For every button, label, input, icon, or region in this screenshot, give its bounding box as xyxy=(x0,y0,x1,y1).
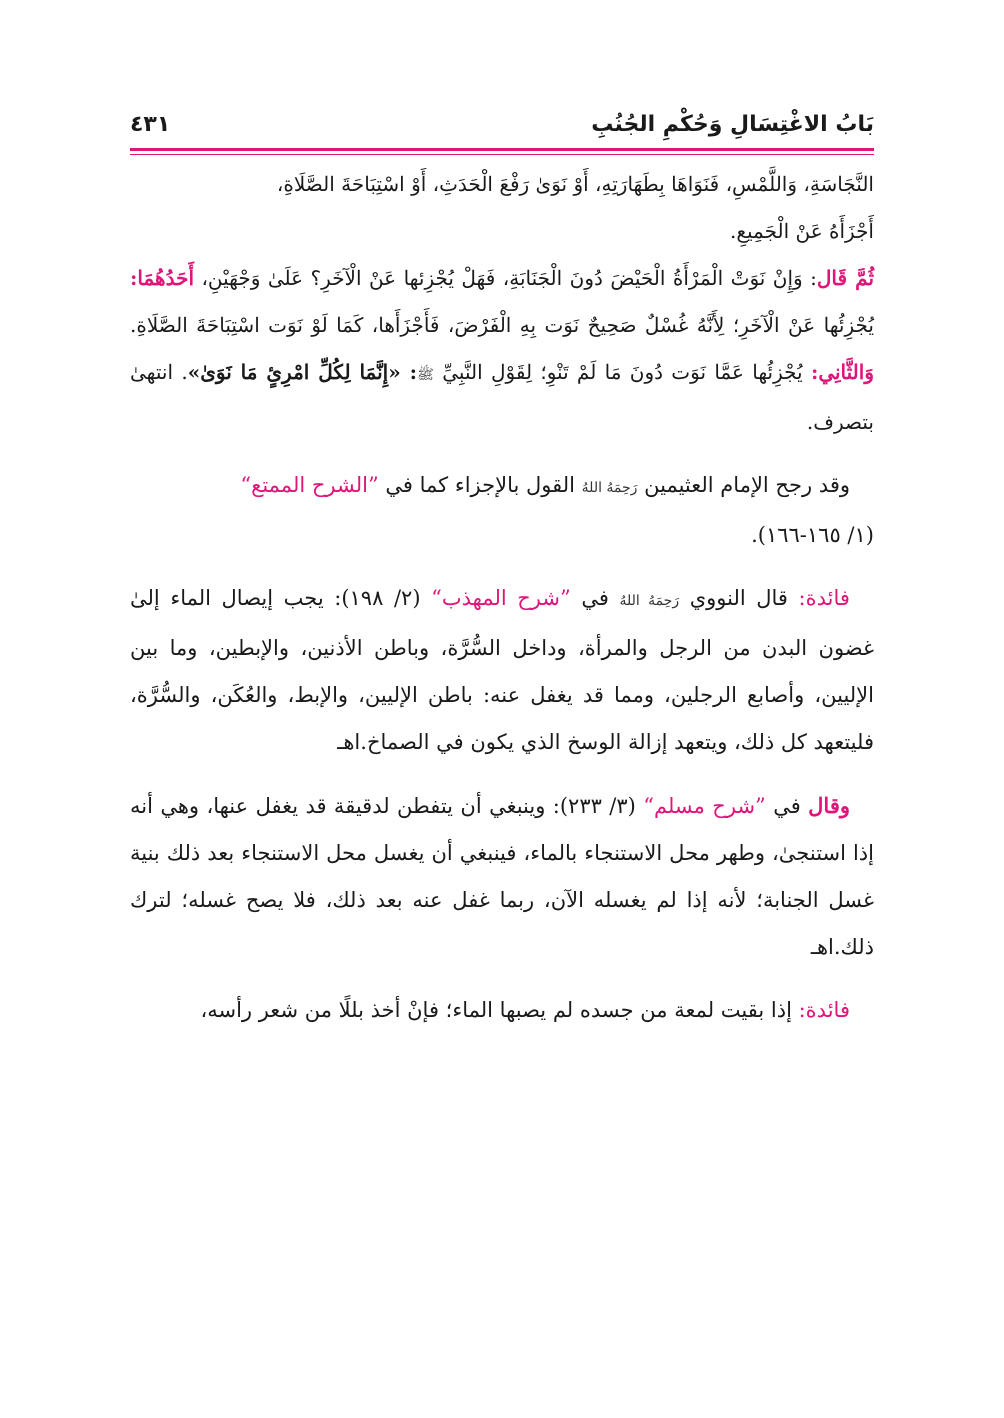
paragraph-3 xyxy=(130,462,874,559)
lead-word: ثُمَّ قَال xyxy=(816,266,875,290)
book-page xyxy=(130,112,874,1034)
paragraph-6 xyxy=(130,987,874,1034)
paragraph-text: إذا بقيت لمعة من جسده لم يصبها الماء؛ فإنْ أخذ بللًا من شعر رأسه، xyxy=(200,998,792,1022)
salawat-symbol: ﷺ xyxy=(417,367,434,383)
quote-text: أَجْزَأَهُ عَنْ الْجَمِيعِ. xyxy=(729,219,874,243)
highlight-word: أَحَدُهُمَا: xyxy=(130,266,195,290)
quote-paragraph-1 xyxy=(130,161,874,255)
paragraph-text: قال النووي xyxy=(689,586,788,610)
paragraph-text: وقد رجح الإمام العثيمين xyxy=(644,473,850,497)
chapter-title: بَابُ الاغْتِسَالِ وَحُكْمِ الجُنُبِ xyxy=(591,112,874,137)
quote-paragraph-2 xyxy=(130,255,874,446)
reference: (١/ ١٦٥-١٦٦). xyxy=(751,523,874,547)
paragraph-text: (٢/ ١٩٨): يجب إيصال الماء إلىٰ غضون البدن من الرجل والمرأة، وداخل السُّرَّة، وباطن الأذنين، والإبطين، وما بين الإليين، وأصابع الرجلين، ومما قد يغفل عنه: باطن الإليين، والإبط، والعُكَن، والسُّرَّة، فليتعهد كل ذلك، ويتعهد إزالة الوسخ الذي يكون في الصماخ.اهـ xyxy=(130,586,874,754)
quote-text: النَّجَاسَةِ، وَاللَّمْسِ، فَنَوَاهَا بِطَهَارَتِهِ، أَوْ نَوَىٰ رَفْعَ الْحَدَثِ، أَوْ اسْتِبَاحَةَ الصَّلَاةِ، xyxy=(276,172,874,196)
paragraph-text: في xyxy=(581,586,609,610)
quote-text: يُجْزِئُها عَنْ الْآخَرِ؛ لِأَنَّهُ غُسْلٌ صَحِيحٌ نَوَت بِهِ الْفَرْضَ، فَأَجْزَأَها، كَمَا لَوْ نَوَت اسْتِبَاحَةَ الصَّلَاةِ. xyxy=(130,313,874,337)
hadith-quote: : «إِنَّمَا لِكُلِّ امْرِئٍ مَا نَوَىٰ» xyxy=(187,360,418,384)
book-title: ”شرح مسلم“ xyxy=(643,794,766,818)
book-title: ”شرح المهذب“ xyxy=(431,586,571,610)
paragraph-text: القول بالإجزاء كما في xyxy=(385,473,575,497)
quote-text: . انتهىٰ بتصرف. xyxy=(130,360,874,434)
benefit-label: فائدة: xyxy=(798,586,850,610)
highlight-word: وَالثَّانِي: xyxy=(810,360,874,384)
page-body xyxy=(130,161,874,1034)
paragraph-5 xyxy=(130,782,874,971)
honorific: رَحِمَهُ اللهُ xyxy=(581,480,638,496)
benefit-label: فائدة: xyxy=(798,998,850,1022)
quote-text: : وَإِنْ نَوَتْ الْمَرْأَةُ الْحَيْضَ دُونَ الْجَنَابَةِ، فَهَلْ يُجْزِئها عَنْ الْآخَرِ؟ عَلَىٰ وَجْهَيْنِ، xyxy=(201,266,817,290)
honorific: رَحِمَهُ اللهُ xyxy=(619,593,680,609)
header-rule-thick xyxy=(130,148,874,151)
paragraph-text: (٣/ ٢٣٣): وينبغي أن يتفطن لدقيقة قد يغفل عنها، وهي أنه إذا استنجىٰ، وطهر محل الاستنجاء بالماء، فينبغي أن يغسل محل الاستنجاء بعد ذلك بنية غسل الجنابة؛ لأنه إذا لم يغسله الآن، ربما غفل عنه بعد ذلك، فلا يصح غسله؛ لترك ذلك.اهـ xyxy=(130,794,874,959)
header-rule-thin xyxy=(130,154,874,155)
page-number: ٤٣١ xyxy=(130,112,171,137)
book-title: ”الشرح الممتع“ xyxy=(240,473,379,497)
paragraph-4 xyxy=(130,575,874,766)
paragraph-text: في xyxy=(773,794,801,818)
lead-word: وقال xyxy=(808,793,850,818)
quote-text: يُجْزِئُها عَمَّا نَوَت دُونَ مَا لَمْ تَنْوِ؛ لِقَوْلِ النَّبِيِّ xyxy=(442,360,803,384)
page-header xyxy=(130,112,874,146)
